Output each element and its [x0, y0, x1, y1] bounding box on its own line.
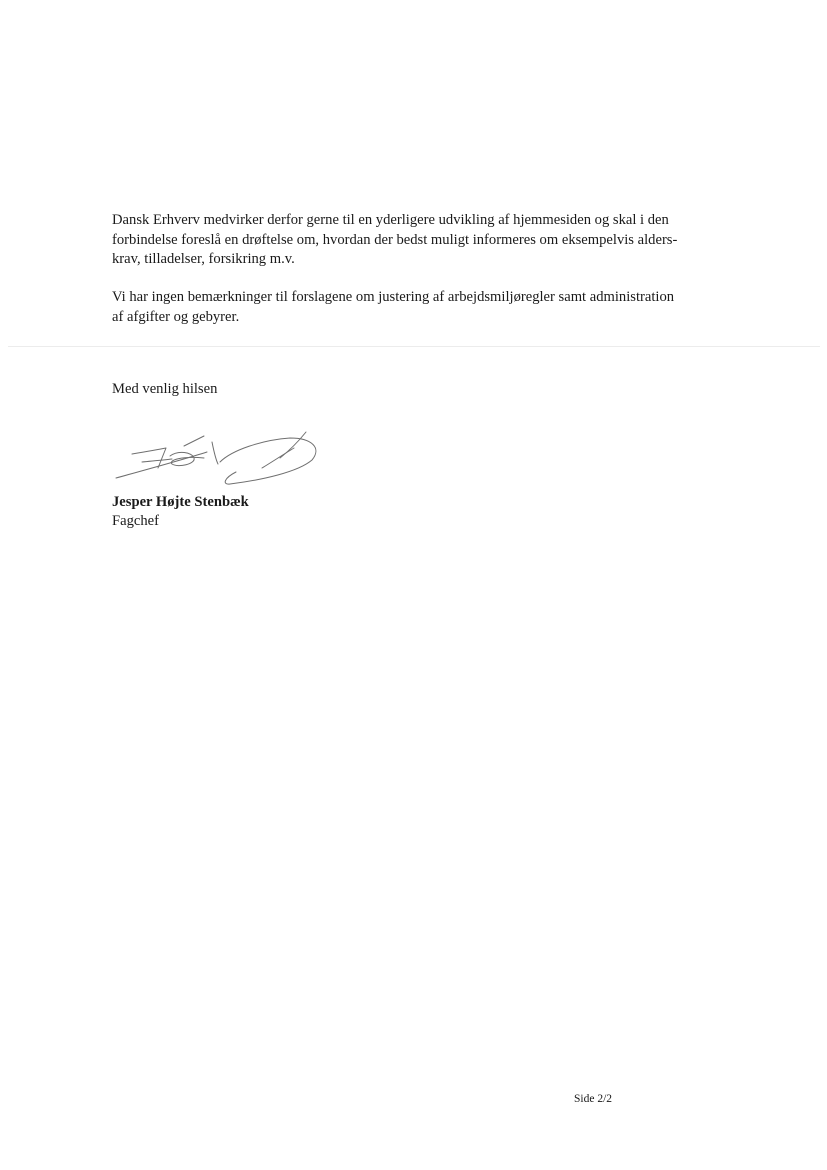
page-number: Side 2/2 [574, 1093, 613, 1105]
signer-title: Fagchef [112, 513, 160, 529]
body-paragraph-2: Vi har ingen bemærkninger til forslagene om justering af arbejdsmiljøregler samt administration af afgifter og gebyrer. [112, 289, 675, 325]
body-paragraph-1: Dansk Erhverv medvirker derfor gerne til en yderligere udvikling af hjemmesiden og skal i den forbindelse foreslå en drøftelse om, hvordan der bedst muligt informeres om eksempelvis alders- krav, tilladelser, forsikring m.v. [112, 212, 678, 267]
faint-divider-line [8, 346, 820, 347]
closing-greeting: Med venlig hilsen [112, 381, 218, 397]
signer-name: Jesper Højte Stenbæk [112, 494, 249, 510]
signature-icon [112, 428, 327, 490]
